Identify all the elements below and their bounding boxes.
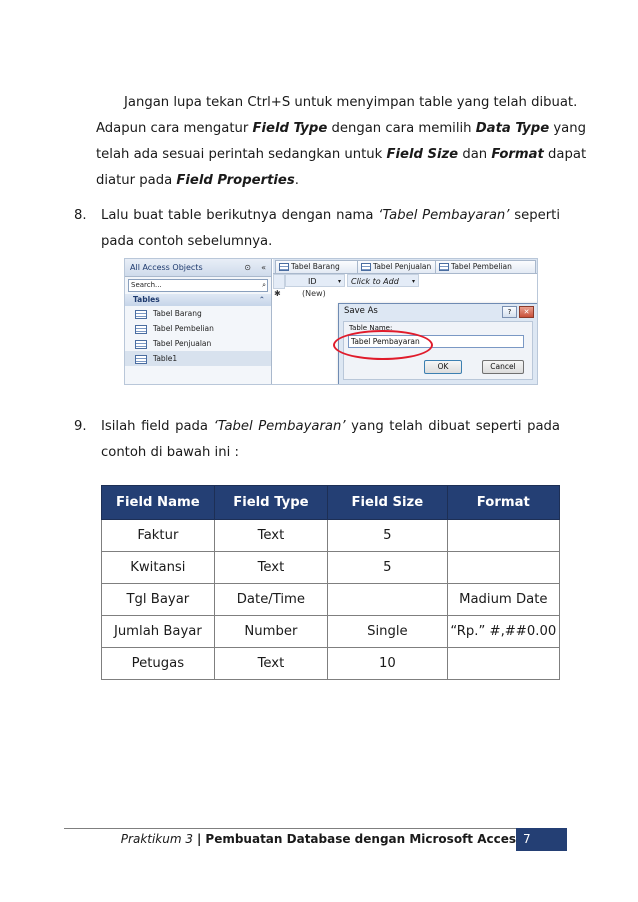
- dropdown-arrow-icon[interactable]: ▾: [337, 278, 341, 285]
- table-icon: [135, 340, 147, 349]
- cell: Text: [214, 552, 327, 584]
- cell: Kwitansi: [102, 552, 215, 584]
- collapse-icon[interactable]: «: [261, 263, 266, 272]
- text-span: Lalu buat table berikutnya dengan nama: [101, 208, 379, 223]
- table-icon: [279, 263, 289, 271]
- tab-tabel-barang[interactable]: [275, 260, 370, 273]
- intro-line-4: [96, 173, 299, 188]
- highlight-ellipse: [333, 330, 433, 360]
- help-icon[interactable]: ?: [502, 306, 517, 318]
- cell: Faktur: [102, 520, 215, 552]
- intro-line-3: [96, 147, 587, 162]
- cell: Madium Date: [447, 584, 559, 616]
- field-table: [101, 485, 560, 680]
- ok-button[interactable]: OK: [424, 360, 462, 374]
- nav-item-tabel-pembelian[interactable]: [125, 321, 271, 336]
- emphasis: Field Properties: [176, 173, 295, 188]
- emphasis: Field Size: [386, 147, 459, 162]
- search-input[interactable]: [128, 279, 268, 292]
- new-record-cell[interactable]: (New): [302, 289, 326, 298]
- step-9-line-2: contoh di bawah ini :: [101, 445, 239, 460]
- table-row: [102, 648, 560, 680]
- cell: Petugas: [102, 648, 215, 680]
- table-name-quote: ‘Tabel Pembayaran’: [213, 419, 346, 434]
- cancel-button[interactable]: Cancel: [482, 360, 524, 374]
- table-row: [102, 552, 560, 584]
- nav-item-label: Tabel Pembelian: [153, 324, 214, 333]
- table-icon: [135, 325, 147, 334]
- table-row: [102, 520, 560, 552]
- nav-item-table1[interactable]: [125, 351, 271, 366]
- text-span: dengan cara memilih: [327, 121, 476, 136]
- cell: 10: [328, 648, 447, 680]
- nav-item-label: Table1: [153, 354, 178, 363]
- chevron-up-icon[interactable]: ⌃: [258, 295, 265, 304]
- emphasis: Format: [491, 147, 544, 162]
- cell: “Rp.” #,##0.00: [447, 616, 559, 648]
- column-header-click-to-add[interactable]: [347, 274, 419, 287]
- column-label: Click to Add: [351, 277, 399, 286]
- text-span: Isilah field pada: [101, 419, 214, 434]
- access-screenshot: [124, 258, 538, 385]
- page-number: 7: [516, 828, 567, 851]
- nav-item-tabel-barang[interactable]: [125, 306, 271, 321]
- nav-item-label: Tabel Penjualan: [153, 339, 212, 348]
- header-field-type: Field Type: [214, 486, 327, 520]
- intro-line-2: [96, 121, 586, 136]
- intro-line-1: Jangan lupa tekan Ctrl+S untuk menyimpan table yang telah dibuat.: [124, 95, 578, 110]
- text-span: yang telah dibuat seperti pada: [345, 419, 561, 434]
- navigation-pane: [125, 259, 272, 384]
- table-row: [102, 584, 560, 616]
- footer-separator: |: [197, 832, 202, 846]
- cell: Single: [328, 616, 447, 648]
- search-placeholder: Search...: [131, 281, 162, 289]
- table-icon: [439, 263, 449, 271]
- emphasis: Data Type: [475, 121, 550, 136]
- column-label: ID: [308, 277, 317, 286]
- cell: [447, 552, 559, 584]
- text-span: Adapun cara mengatur: [96, 121, 253, 136]
- text-span: telah ada sesuai perintah sedangkan untuk: [96, 147, 387, 162]
- table-icon: [135, 355, 147, 364]
- new-record-icon: ✱: [274, 289, 281, 298]
- step-8-line-1: [101, 208, 560, 223]
- text-span: seperti: [509, 208, 560, 223]
- table-row: [102, 616, 560, 648]
- text-span: diatur pada: [96, 173, 177, 188]
- step-9-number: 9.: [74, 419, 87, 434]
- table-name-quote: ‘Tabel Pembayaran’: [378, 208, 510, 223]
- emphasis: Field Type: [252, 121, 328, 136]
- column-header-id[interactable]: [285, 274, 345, 287]
- cell: [447, 520, 559, 552]
- close-icon[interactable]: ✕: [519, 306, 534, 318]
- text-span: dan: [458, 147, 492, 162]
- cell: 5: [328, 552, 447, 584]
- cell: Date/Time: [214, 584, 327, 616]
- dialog-title: Save As: [344, 306, 378, 316]
- table-icon: [135, 310, 147, 319]
- nav-header[interactable]: [125, 259, 271, 277]
- nav-item-label: Tabel Barang: [153, 309, 202, 318]
- header-field-name: Field Name: [102, 486, 215, 520]
- cell: Number: [214, 616, 327, 648]
- nav-item-tabel-penjualan[interactable]: [125, 336, 271, 351]
- table-header-row: [102, 486, 560, 520]
- text-span: .: [294, 173, 299, 188]
- tab-tabel-pembelian[interactable]: [435, 260, 536, 273]
- tab-label: Tabel Barang: [291, 262, 340, 271]
- dropdown-arrow-icon[interactable]: ▾: [411, 278, 415, 285]
- table-name-label: Table Name:: [349, 324, 393, 332]
- row-selector-header[interactable]: [273, 274, 285, 289]
- tab-label: Tabel Pembelian: [451, 262, 512, 271]
- tables-group-header[interactable]: [125, 294, 271, 306]
- page-footer: [64, 828, 516, 851]
- step-8-line-2: pada contoh sebelumnya.: [101, 234, 273, 249]
- footer-praktikum: Praktikum 3: [120, 832, 194, 846]
- cell: Text: [214, 648, 327, 680]
- footer-title: Pembuatan Database dengan Microsoft Acces: [205, 832, 516, 846]
- input-value: Tabel Pembayaran: [351, 337, 420, 346]
- cell: [328, 584, 447, 616]
- step-9-line-1: [101, 419, 560, 434]
- cell: Jumlah Bayar: [102, 616, 215, 648]
- header-field-size: Field Size: [328, 486, 447, 520]
- cell: 5: [328, 520, 447, 552]
- nav-title: All Access Objects: [130, 263, 203, 272]
- cell: Text: [214, 520, 327, 552]
- text-span: dapat: [543, 147, 587, 162]
- group-label: Tables: [133, 295, 160, 304]
- text-span: yang: [549, 121, 586, 136]
- tab-label: Tabel Penjualan: [373, 262, 432, 271]
- document-tabs: [273, 259, 537, 274]
- dialog-title-bar: [339, 304, 537, 319]
- search-icon[interactable]: ⌕: [262, 281, 266, 289]
- dropdown-icon[interactable]: ⊙: [244, 263, 251, 272]
- table-icon: [361, 263, 371, 271]
- step-8-number: 8.: [74, 208, 87, 223]
- cell: [447, 648, 559, 680]
- cell: Tgl Bayar: [102, 584, 215, 616]
- header-format: Format: [447, 486, 559, 520]
